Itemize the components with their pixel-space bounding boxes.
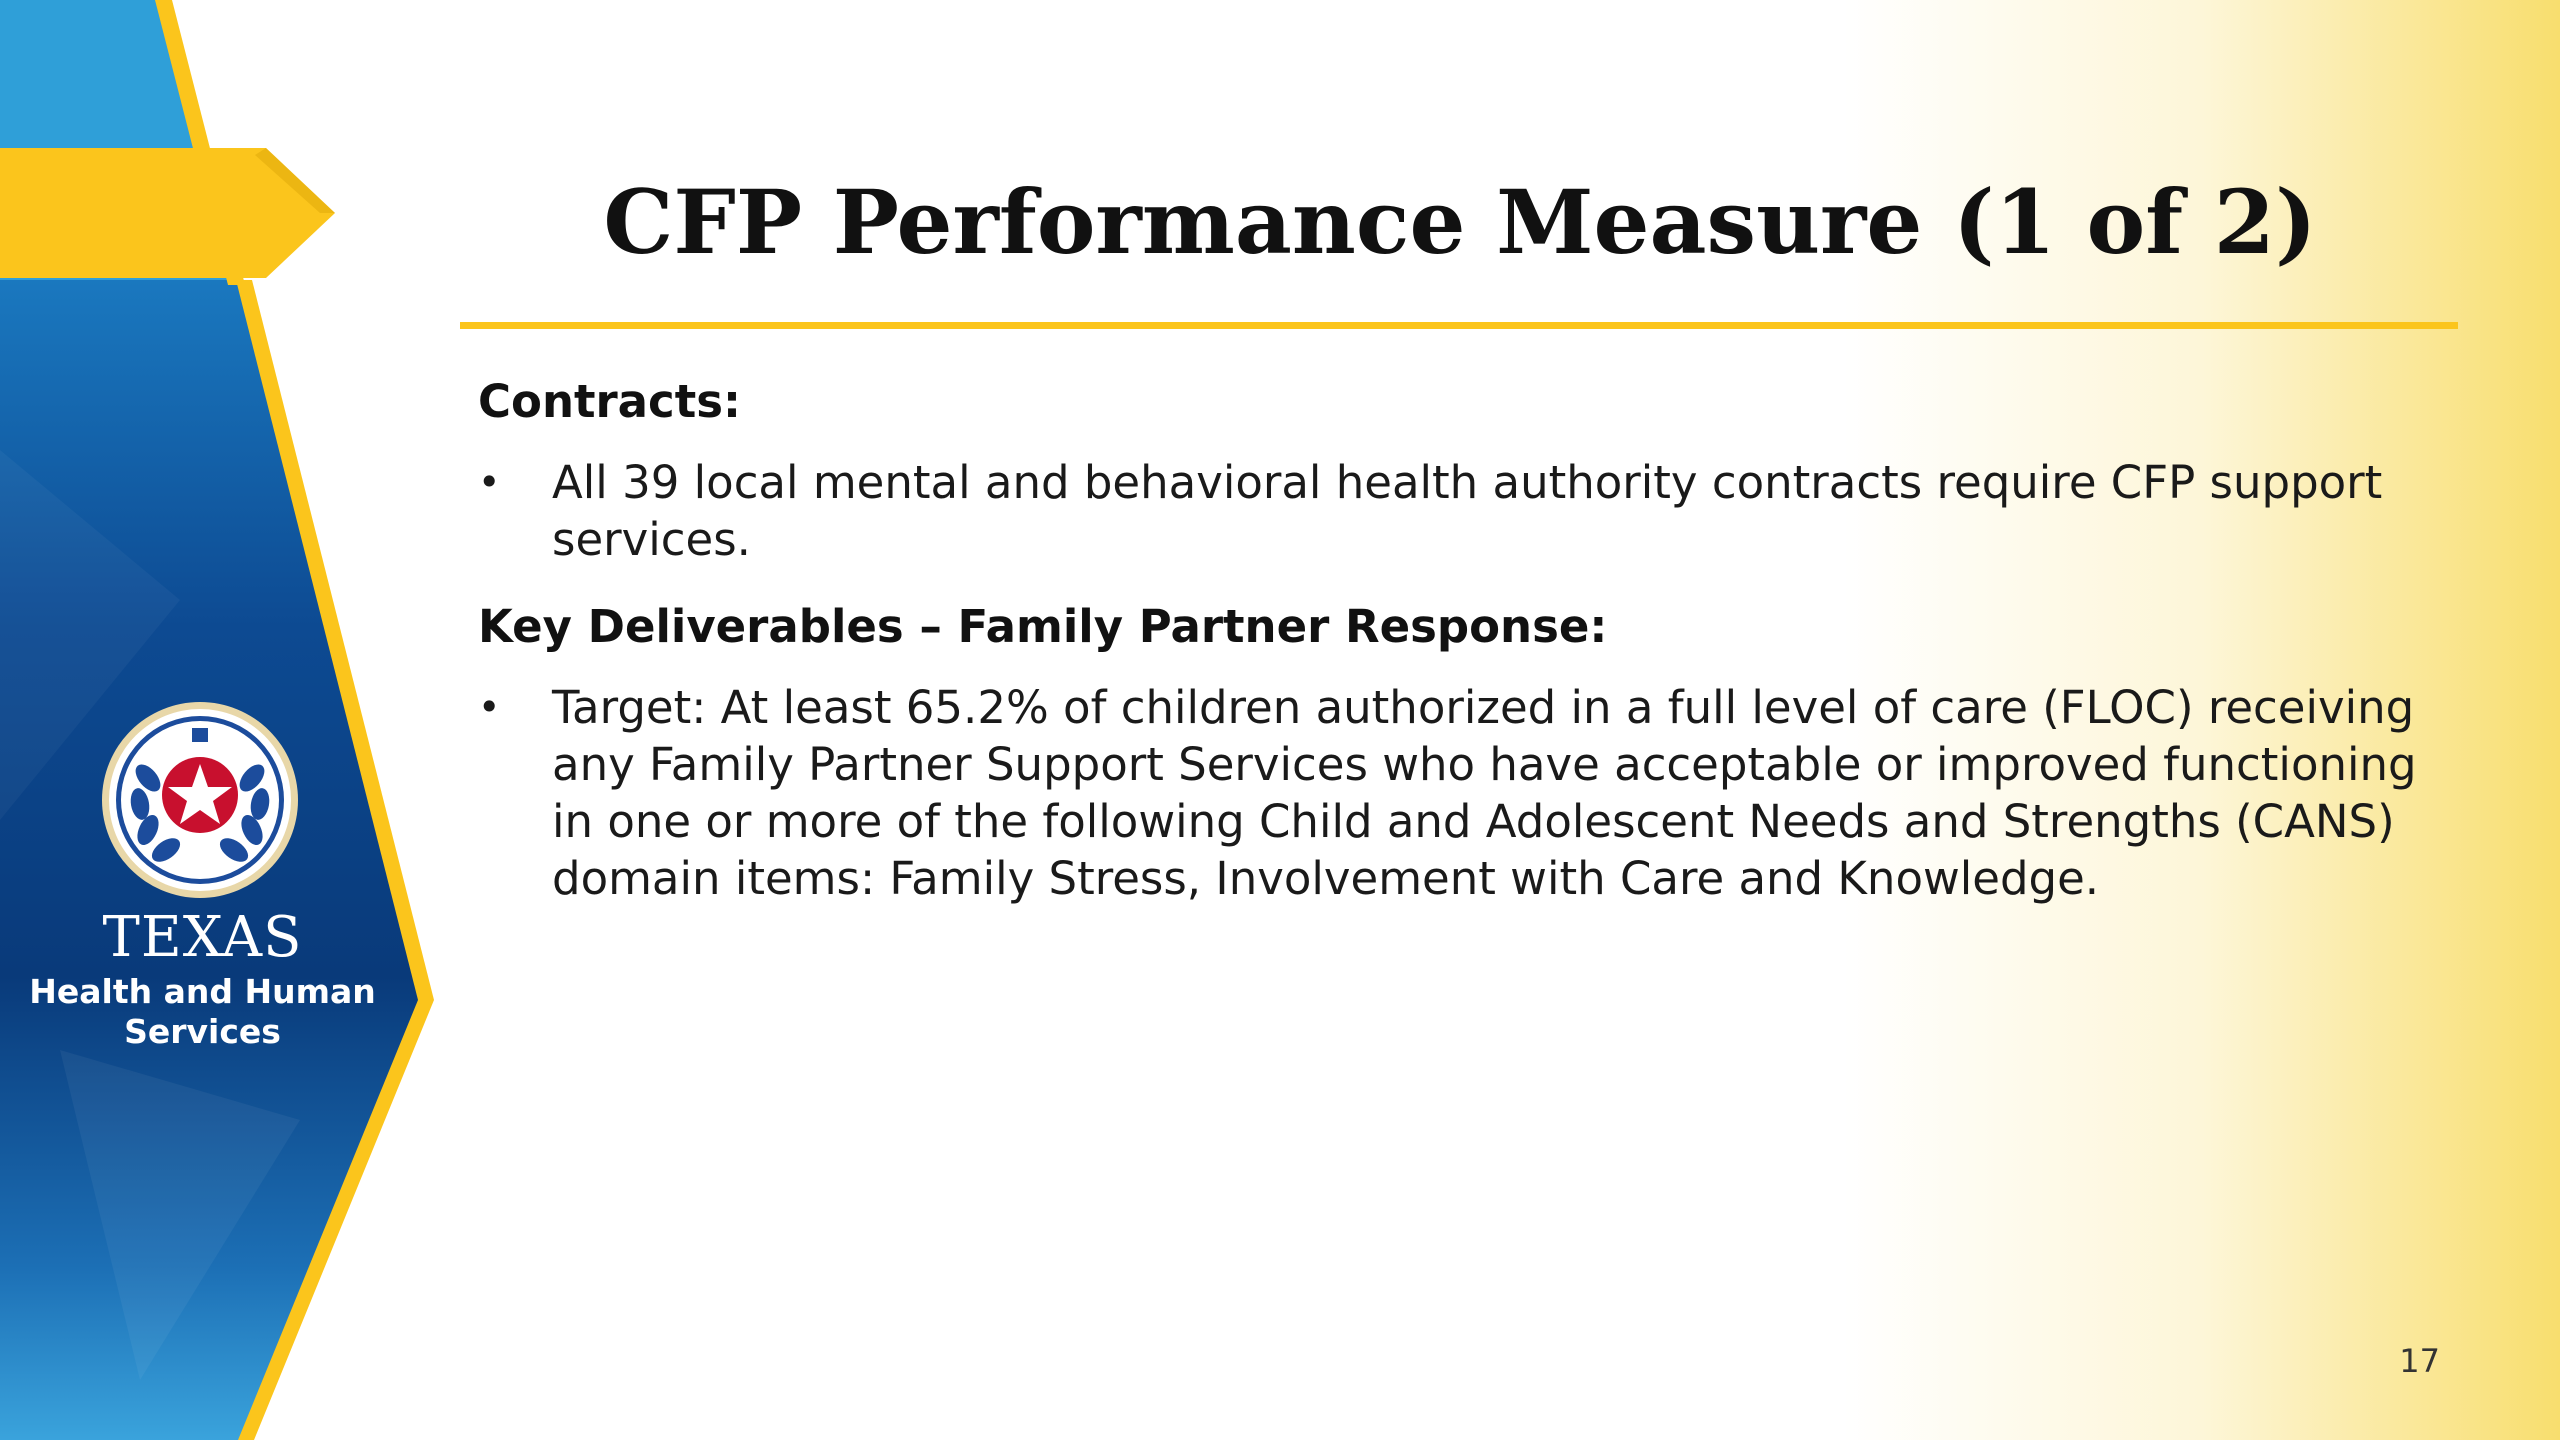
bullet-icon: • [478, 685, 501, 729]
slide-content [478, 375, 2438, 939]
brand-texas: TEXAS [102, 905, 303, 970]
title-divider [460, 322, 2458, 329]
deliverables-bullet-list [478, 679, 2438, 907]
brand-services: Services [124, 1012, 281, 1051]
texas-seal-icon [100, 700, 300, 900]
bullet-item [478, 454, 2438, 568]
bullet-item [478, 679, 2438, 907]
slide-title: CFP Performance Measure (1 of 2) [603, 170, 2317, 274]
section-heading-key-deliverables: Key Deliverables – Family Partner Response: [478, 600, 1608, 653]
bullet-icon: • [478, 460, 501, 504]
bullet-text: All 39 local mental and behavioral health authority contracts require CFP support services. [552, 456, 2383, 566]
bullet-text: Target: At least 65.2% of children authorized in a full level of care (FLOC) receiving any Family Partner Support Services who have acceptable or improved functioning in one or more of the following Child and Adolescent Needs and Strengths (CANS) domain items: Family Stress, Involvement with Care and Knowledge. [552, 681, 2417, 905]
page-number: 17 [2399, 1342, 2440, 1380]
brand-health-and-human: Health and Human [29, 972, 376, 1011]
section-heading-contracts: Contracts: [478, 375, 742, 428]
contracts-bullet-list [478, 454, 2438, 568]
